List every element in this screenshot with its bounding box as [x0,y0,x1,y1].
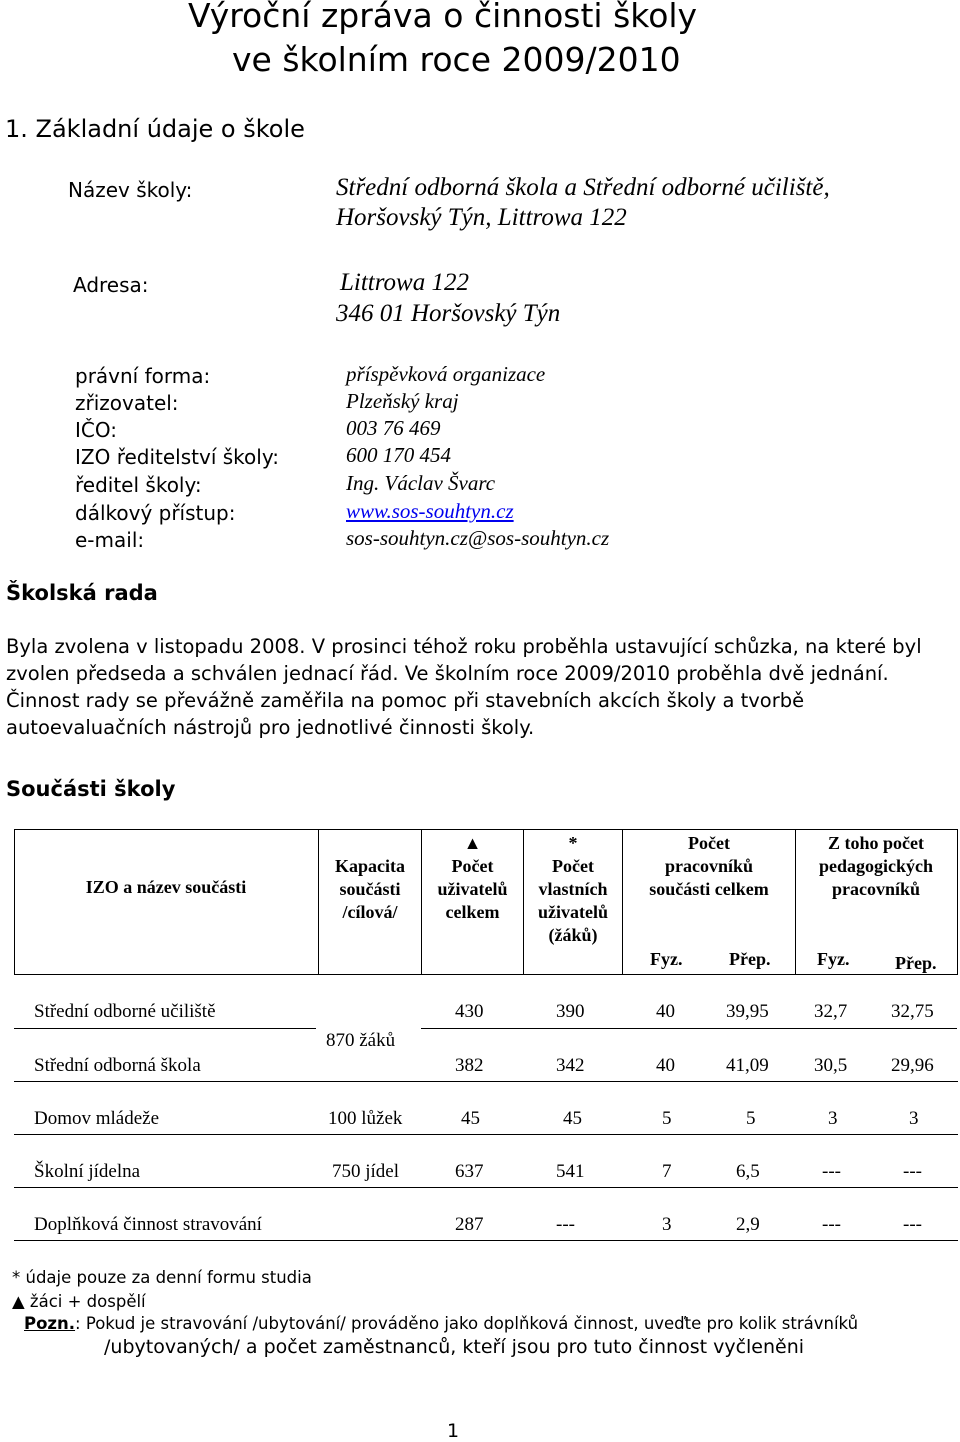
row-name: Doplňková činnost stravování [34,1214,262,1235]
table-border [421,829,422,975]
row-own: --- [556,1214,575,1235]
row-prep: 39,95 [726,1001,769,1022]
section-heading-basic-info: 1. Základní údaje o škole [5,115,305,143]
row-separator [14,1134,958,1135]
row-separator [14,1240,958,1241]
info-label: zřizovatel: [75,391,179,415]
info-value: Ing. Václav Švarc [346,471,496,495]
row-fyz2: --- [822,1161,841,1182]
shared-capacity: 870 žáků [326,1030,396,1051]
row-fyz: 40 [656,1001,675,1022]
school-board-heading: Školská rada [6,581,158,605]
table-border [957,829,958,975]
row-separator [14,1028,316,1029]
info-value: 003 76 469 [346,416,441,440]
row-users: 637 [455,1161,484,1182]
row-fyz2: 32,7 [814,1001,848,1022]
row-capacity: 100 lůžek [328,1108,403,1129]
school-board-text [6,633,926,741]
school-name-line1: Střední odborná škola a Střední odborné učiliště, [336,174,830,201]
row-fyz2: 3 [828,1108,838,1129]
table-border [795,829,796,975]
row-separator [14,1187,958,1188]
school-name-line2: Horšovský Týn, Littrowa 122 [336,204,627,231]
address-label: Adresa: [73,273,149,297]
pozn-label: Pozn. [24,1314,76,1333]
header-capacity: Kapacita součásti /cílová/ [335,856,405,922]
table-border [622,829,623,975]
row-users: 382 [455,1055,484,1076]
header-own-users: * Počet vlastních uživatelů (žáků) [525,832,621,947]
header-prep-ped: Přep. [895,953,937,973]
header-users: ▲ Počet uživatelů celkem [423,832,522,924]
row-prep2: 32,75 [891,1001,934,1022]
row-prep: 2,9 [736,1214,760,1235]
note-star: * údaje pouze za denní formu studia [12,1268,312,1287]
row-users: 287 [455,1214,484,1235]
info-value: sos-souhtyn.cz@sos-souhtyn.cz [346,526,610,550]
info-label: dálkový přístup: [75,501,236,525]
header-izo: IZO a název součásti [85,877,247,897]
school-name-label: Název školy: [68,178,193,202]
school-board-paragraph: Byla zvolena v listopadu 2008. V prosinci téhož roku proběhla ustavující schůzka, na které byl zvolen předseda a schválen jednací řád. Ve školním roce 2009/2010 proběhla dvě jednání. [6,635,922,685]
note-pozn [24,1314,858,1333]
info-label: právní forma: [75,364,211,388]
row-prep2: --- [903,1161,922,1182]
row-fyz2: --- [822,1214,841,1235]
row-own: 390 [556,1001,585,1022]
page-number: 1 [447,1420,460,1442]
note-pozn-line2: /ubytovaných/ a počet zaměstnanců, kteří jsou pro tuto činnost vyčleněni [104,1336,805,1358]
row-separator [14,1081,958,1082]
row-prep2: --- [903,1214,922,1235]
row-own: 342 [556,1055,585,1076]
info-label: e-mail: [75,528,145,552]
header-ped-staff: Z toho počet pedagogických pracovníků [818,833,933,899]
row-name: Školní jídelna [34,1161,141,1182]
row-users: 430 [455,1001,484,1022]
info-value: 600 170 454 [346,443,451,467]
row-prep: 41,09 [726,1055,769,1076]
table-border [14,974,958,975]
table-border [14,829,958,830]
header-staff: Počet pracovníků součásti celkem [649,833,769,899]
row-prep2: 3 [909,1108,919,1129]
row-fyz: 5 [662,1108,672,1129]
address-line1: Littrowa 122 [340,269,469,296]
table-border [14,829,15,975]
row-separator [421,1028,957,1029]
row-fyz: 40 [656,1055,675,1076]
address-line2: 346 01 Horšovský Týn [336,300,561,327]
header-fyz-ped: Fyz. [817,949,850,969]
row-prep: 6,5 [736,1161,760,1182]
note-triangle: ▲ žáci + dospělí [12,1292,146,1311]
row-name: Domov mládeže [34,1108,160,1129]
info-value: příspěvková organizace [346,362,546,386]
header-prep: Přep. [729,949,771,969]
row-fyz: 7 [662,1161,672,1182]
row-name: Střední odborná škola [34,1055,201,1076]
row-own: 541 [556,1161,585,1182]
row-fyz2: 30,5 [814,1055,848,1076]
info-label: IČO: [75,418,117,442]
table-border [318,829,319,975]
info-value: Plzeňský kraj [346,389,459,413]
triangle-icon: ▲ [463,833,482,853]
website-link[interactable]: www.sos-souhtyn.cz [346,499,514,523]
document-title-line1: Výroční zpráva o činnosti školy [188,0,698,35]
row-fyz: 3 [662,1214,672,1235]
document-title-line2: ve školním roce 2009/2010 [232,40,681,79]
components-heading: Součásti školy [6,777,176,801]
row-capacity: 750 jídel [332,1161,400,1182]
row-users: 45 [461,1108,480,1129]
row-own: 45 [563,1108,582,1129]
row-name: Střední odborné učiliště [34,1001,216,1022]
header-fyz: Fyz. [650,949,683,969]
table-border [523,829,524,975]
school-board-paragraph: Činnost rady se převážně zaměřila na pomoc při stavebních akcích školy a tvorbě autoevaluačních nástrojů pro jednotlivé činnosti školy. [6,689,805,739]
pozn-text: : Pokud je stravování /ubytování/ prováděno jako doplňková činnost, uveďte pro kolik strávníků [75,1314,859,1333]
asterisk-icon: * [568,833,578,853]
row-prep: 5 [746,1108,756,1129]
row-prep2: 29,96 [891,1055,934,1076]
info-label: ředitel školy: [75,473,202,497]
info-label: IZO ředitelství školy: [75,445,279,469]
